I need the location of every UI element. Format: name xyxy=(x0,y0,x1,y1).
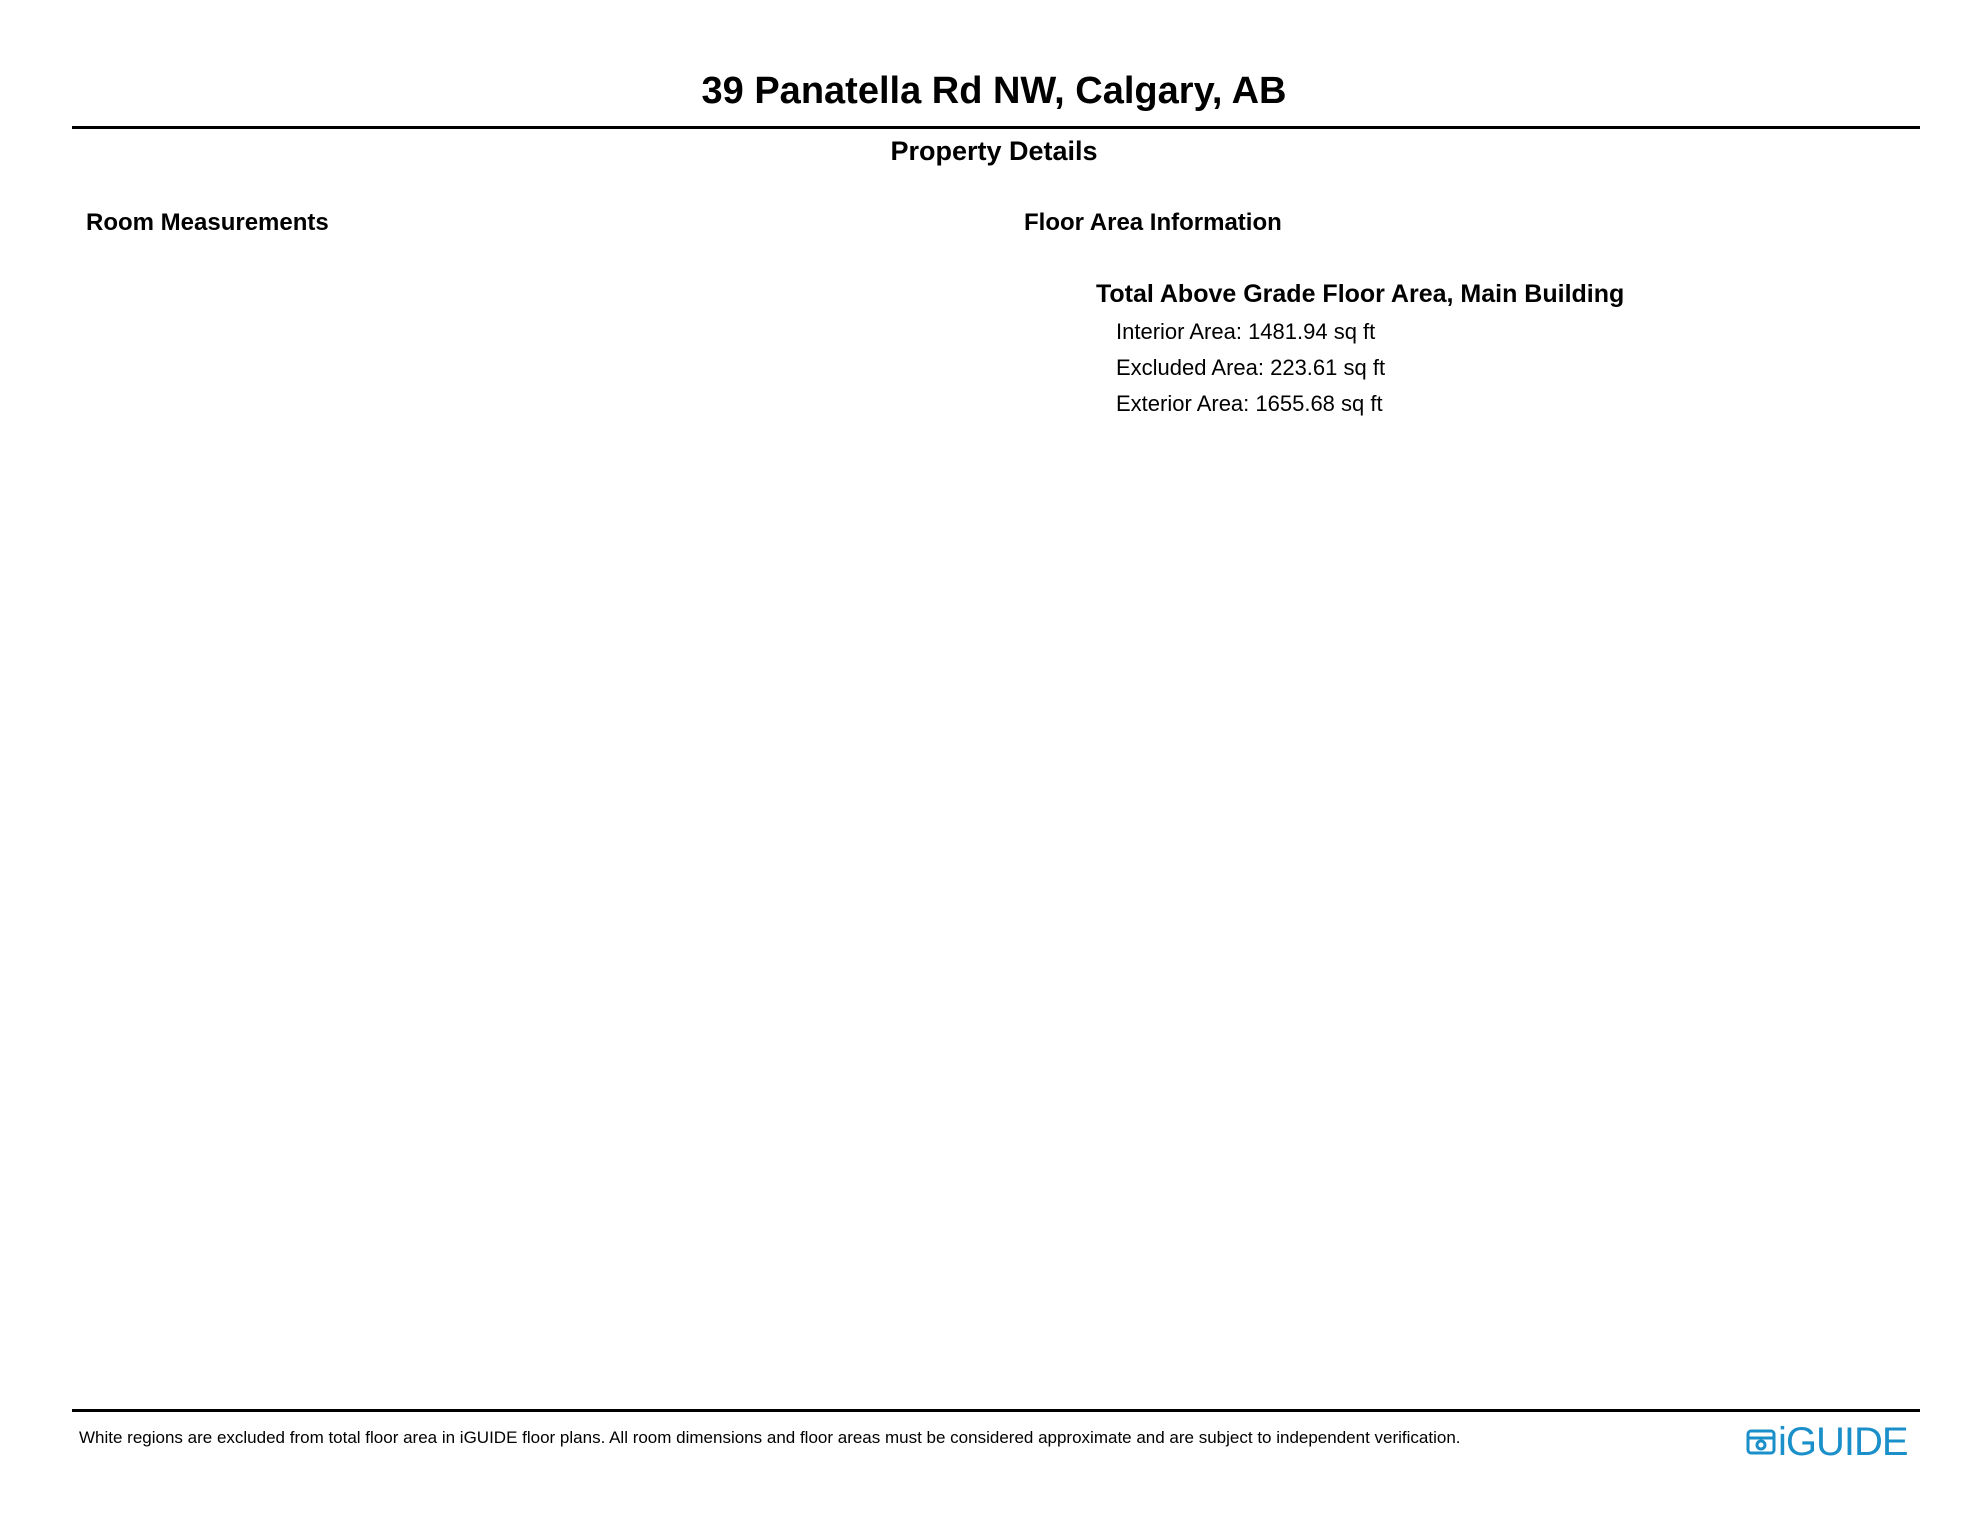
room-measurements-heading: Room Measurements xyxy=(86,209,329,236)
interior-area-item: Interior Area: 1481.94 sq ft xyxy=(1116,319,1376,344)
camera-icon xyxy=(1746,1427,1776,1457)
iguide-logo xyxy=(1746,1420,1908,1464)
page-title: 39 Panatella Rd NW, Calgary, AB xyxy=(701,70,1287,112)
floor-area-heading: Floor Area Information xyxy=(1024,209,1282,236)
exterior-area-item: Exterior Area: 1655.68 sq ft xyxy=(1116,391,1383,416)
footer-divider xyxy=(72,1409,1920,1412)
footer-disclaimer: White regions are excluded from total floor area in iGUIDE floor plans. All room dimensions and floor areas must be considered approximate and are subject to independent verification. xyxy=(79,1428,1461,1447)
title-divider xyxy=(72,126,1920,129)
floor-area-list xyxy=(1116,314,1385,422)
floor-area-section-title: Total Above Grade Floor Area, Main Building xyxy=(1096,280,1625,308)
excluded-area-item: Excluded Area: 223.61 sq ft xyxy=(1116,355,1386,380)
logo-text: iGUIDE xyxy=(1778,1420,1908,1464)
page-subtitle: Property Details xyxy=(890,136,1098,166)
